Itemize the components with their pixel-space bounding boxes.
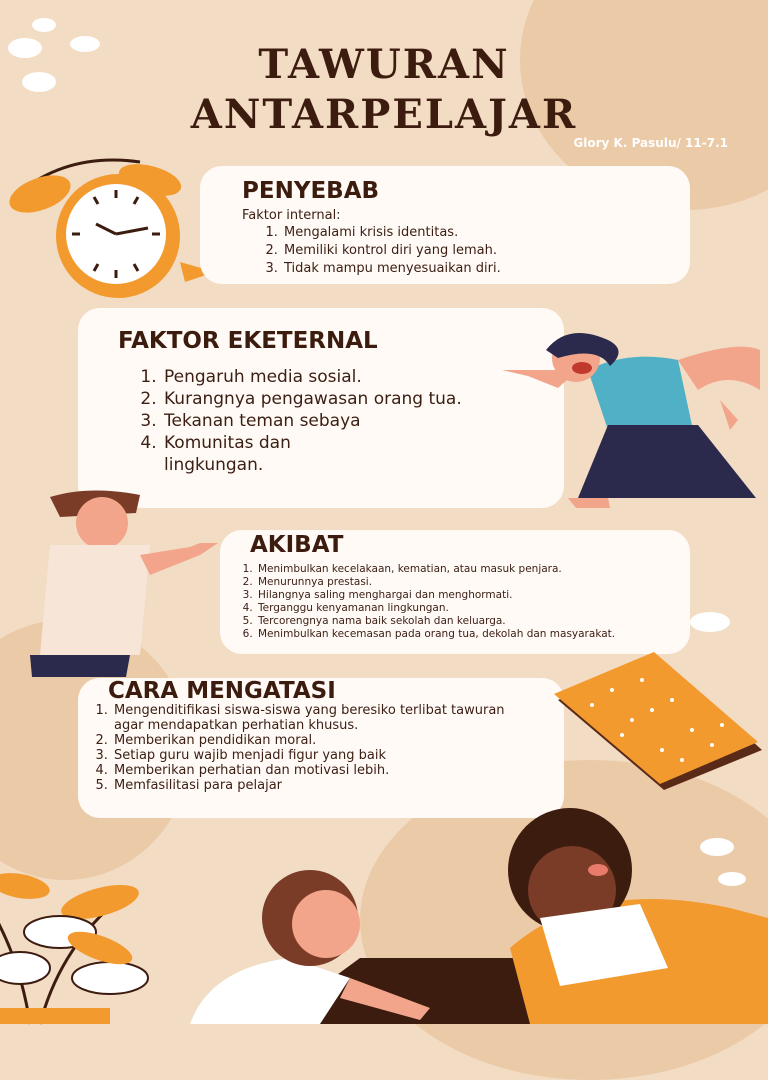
angry-woman-illustration (498, 330, 768, 510)
pointing-man-illustration (20, 485, 220, 680)
faktor-eksternal-heading: FAKTOR EKETERNAL (118, 328, 378, 354)
faktor-eksternal-card (78, 308, 564, 508)
list-item: 2. Kurangnya pengawasan orang tua. (162, 388, 522, 410)
list-item: 6. Menimbulkan kecemasan pada orang tua, dekolah dan masyarakat. (256, 628, 706, 641)
list-item: 3. Hilangnya saling menghargai dan menghormati. (256, 589, 706, 602)
title-line-1: TAWURAN (258, 41, 510, 88)
list-item: 4. Terganggu kenyamanan lingkungan. (256, 602, 706, 615)
list-item: 3. Tidak mampu menyesuaikan diri. (282, 260, 501, 278)
list-item: 1. Pengaruh media sosial. (162, 366, 522, 388)
list-item: 5. Memfasilitasi para pelajar (112, 778, 572, 793)
penyebab-card (200, 166, 690, 284)
list-item: 2. Menurunnya prestasi. (256, 576, 706, 589)
akibat-heading: AKIBAT (250, 532, 344, 558)
akibat-list (234, 563, 706, 641)
alarm-clock-icon (0, 152, 220, 302)
students-drawing-illustration (170, 808, 768, 1024)
list-item: 1. Menimbulkan kecelakaan, kematian, atau masuk penjara. (256, 563, 706, 576)
list-item: 3. Tekanan teman sebaya (162, 410, 522, 432)
list-item: 3. Setiap guru wajib menjadi figur yang baik (112, 748, 572, 763)
akibat-card (220, 530, 690, 654)
list-item: 1. Mengenditifikasi siswa-siswa yang beresiko terlibat tawuran agar mendapatkan perhatian khusus. (112, 703, 534, 733)
penyebab-list (260, 224, 501, 278)
list-item: 2. Memiliki kontrol diri yang lemah. (282, 242, 501, 260)
title-line-2: ANTARPELAJAR (190, 91, 578, 138)
page-title (0, 40, 768, 140)
cara-mengatasi-heading: CARA MENGATASI (108, 678, 336, 704)
list-item: 4. Komunitas dan lingkungan. (162, 432, 364, 476)
list-item: 5. Tercorengnya nama baik sekolah dan keluarga. (256, 615, 706, 628)
cara-mengatasi-list (90, 703, 572, 793)
penyebab-subheading: Faktor internal: (242, 208, 341, 223)
notebook-icon (552, 650, 768, 800)
plant-illustration (0, 868, 180, 1024)
author-label: Glory K. Pasulu/ 11-7.1 (573, 136, 728, 150)
list-item: 2. Memberikan pendidikan moral. (112, 733, 572, 748)
list-item: 1. Mengalami krisis identitas. (282, 224, 501, 242)
cara-mengatasi-card (78, 678, 564, 818)
penyebab-heading: PENYEBAB (242, 178, 380, 204)
faktor-eksternal-list (140, 366, 522, 476)
list-item: 4. Memberikan perhatian dan motivasi lebih. (112, 763, 572, 778)
